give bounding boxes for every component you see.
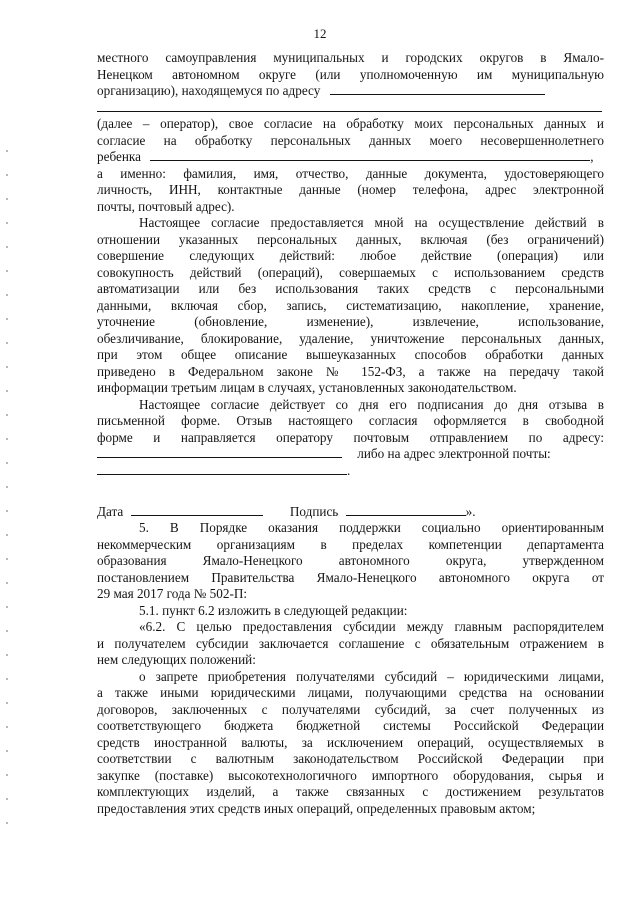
text-line: информации третьим лицам в случаях, установленных законодательством. — [97, 380, 517, 395]
email-blank[interactable] — [97, 463, 347, 475]
text-line: почты, почтовый адрес). — [97, 198, 235, 214]
text-line: письменной форме. Отзыв настоящего согласия оформляется в свободной — [97, 413, 604, 428]
text-fragment: ». — [465, 503, 476, 519]
text-fragment: организацию), находящемуся по адресу — [97, 83, 321, 98]
text-line: отношении указанных персональных данных, включая (без ограничений) — [97, 231, 604, 247]
text-line: 29 мая 2017 года № 502-П: — [97, 586, 248, 601]
text-line: некоммерческим организациям в пределах компетенции департамента — [97, 536, 604, 552]
text-fragment: . — [347, 462, 351, 478]
spacer — [97, 479, 604, 496]
text-fragment: , — [590, 149, 594, 164]
text-line: а именно: фамилия, имя, отчество, данные документа, удостоверяющего — [97, 165, 604, 181]
text-line: и получателем субсидии заключается соглашение с обязательным отражением в — [97, 635, 604, 651]
text-line: постановлением Правительства Ямало-Ненецкого автономного округа от — [97, 569, 604, 585]
text-line: Ненецком автономном округе (или уполномоченную им муниципальную — [97, 66, 604, 82]
address-line — [97, 83, 604, 100]
text-fragment: либо на адрес электронной почты: — [357, 446, 551, 461]
scan-margin-marks — [6, 150, 8, 830]
text-line: данными, включая сбор, запись, систематизацию, накопление, хранение, — [97, 297, 604, 313]
consent-paragraph-operator — [97, 50, 604, 215]
text-line: о запрете приобретения получателями субсидий – юридическими лицами, — [139, 668, 604, 684]
address-blank[interactable] — [330, 83, 545, 95]
signature-blank[interactable] — [346, 504, 466, 516]
postal-email-line — [97, 446, 604, 463]
text-line: форме и направляется оператору почтовым отправлением по адресу: — [97, 429, 604, 445]
blank-fill-line — [97, 100, 604, 117]
text-line: договоров, заключенных с получателями субсидий, за счет полученных из — [97, 701, 604, 717]
text-line: совокупность действий (операций), совершаемых с использованием средств — [97, 264, 604, 280]
text-line: соответствии с валютным законодательством Российской Федерации при — [97, 751, 604, 766]
amendment-paragraph-6-2 — [97, 619, 604, 669]
email-line — [97, 463, 604, 480]
text-line: а также иными юридическими лицами, получающими средства на основании — [97, 685, 604, 700]
child-name-line — [97, 149, 604, 166]
text-line: закупке (поставке) высокотехнологичного импортного оборудования, сырья и — [97, 767, 604, 783]
document-body — [97, 50, 604, 817]
text-line: 5. В Порядке оказания поддержки социально ориентированным — [139, 520, 604, 535]
text-line: личность, ИНН, контактные данные (номер телефона, адрес электронной — [97, 182, 604, 197]
text-line: местного самоуправления муниципальных и городских округов в Ямало- — [97, 50, 604, 65]
date-signature-line — [97, 504, 604, 521]
text-line: совершение следующих действий: любое действие (операция) или — [97, 248, 604, 263]
text-line: уточнение (обновление, изменение), извлечение, использование, — [97, 314, 604, 329]
text-line: соответствующего бюджета бюджетной системы Российской Федерации — [97, 718, 604, 733]
text-line: Настоящее согласие действует со дня его подписания до дня отзыва в — [139, 396, 604, 412]
text-line: образования Ямало-Ненецкого автономного округа, утвержденном — [97, 553, 604, 568]
consent-paragraph-validity — [97, 397, 604, 480]
consent-paragraph-actions — [97, 215, 604, 397]
text-line: нем следующих положений: — [97, 652, 256, 667]
text-line: (далее – оператор), свое согласие на обработку моих персональных данных и — [97, 116, 604, 131]
text-line: при этом общее описание вышеуказанных способов обработки данных — [97, 347, 604, 362]
text-line: комплектующих изделий, а также связанных с достижением результатов — [97, 784, 604, 799]
text-line: «6.2. С целью предоставления субсидии между главным распорядителем — [139, 619, 604, 634]
page-number: 12 — [313, 26, 327, 41]
amendment-paragraph-ban — [97, 669, 604, 818]
text-line: приведено в Федеральном законе № 152-ФЗ, а также на передачу такой — [97, 363, 604, 379]
text-line: автоматизации или без использования таких средств с персональными — [97, 281, 604, 296]
text-line: согласие на обработку персональных данных моего несовершеннолетнего — [97, 132, 604, 148]
amendment-paragraph-5 — [97, 520, 604, 603]
child-name-blank[interactable] — [150, 149, 590, 161]
date-blank[interactable] — [131, 504, 263, 516]
text-fragment: ребенка — [97, 149, 141, 164]
address-blank-continued[interactable] — [97, 100, 602, 112]
text-line: Настоящее согласие предоставляется мной на осуществление действий в — [139, 215, 604, 230]
text-line: средств иностранной валюты, за исключением операций, осуществляемых в — [97, 734, 604, 750]
text-line: предоставления этих средств иных операций, определенных правовым актом; — [97, 800, 536, 816]
text-line: обезличивание, блокирование, удаление, уничтожение персональных данных, — [97, 330, 604, 346]
amendment-paragraph-5-1: 5.1. пункт 6.2 изложить в следующей редакции: — [139, 602, 408, 618]
date-label: Дата — [97, 503, 124, 519]
signature-label: Подпись — [289, 503, 339, 519]
postal-address-blank[interactable] — [97, 446, 342, 458]
